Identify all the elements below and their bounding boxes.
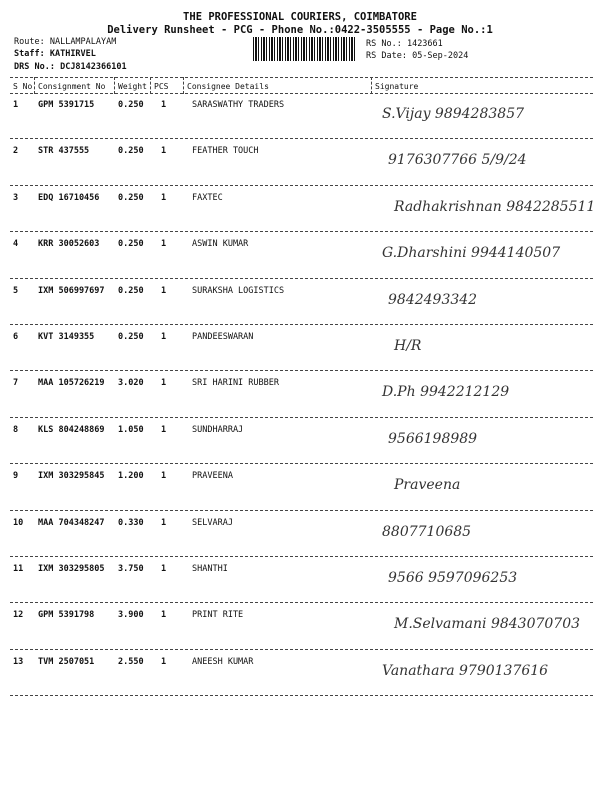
signature-handwriting: 9842493342 <box>388 291 478 308</box>
consignment-cell: TVM 2507051 <box>38 656 95 667</box>
signature-handwriting: M.Selvamani 9843070703 <box>394 616 581 633</box>
row-divider <box>10 463 593 464</box>
drs-line <box>14 62 127 72</box>
route-line <box>14 37 116 47</box>
pcs-cell: 1 <box>161 471 167 482</box>
weight-cell: 3.750 <box>118 564 144 574</box>
drs-value: DCJ8142366101 <box>60 62 127 72</box>
pcs-cell: 1 <box>161 146 167 157</box>
consignee-cell: SELVARAJ <box>192 517 233 528</box>
consignment-cell: KLS 804248869 <box>38 424 105 435</box>
runsheet-title: THE PROFESSIONAL COURIERS, COIMBATORE <box>183 11 417 23</box>
consignment-cell: EDQ 16710456 <box>38 192 100 203</box>
sno-cell: 5 <box>13 285 19 296</box>
rs-date-label: RS Date: <box>366 51 407 61</box>
row-divider <box>10 510 593 511</box>
sno-cell: 3 <box>13 192 19 203</box>
signature-handwriting: Praveena <box>394 477 461 494</box>
consignee-cell: SURAKSHA LOGISTICS <box>192 285 285 296</box>
signature-handwriting: D.Ph 9942212129 <box>382 384 510 401</box>
row-divider <box>10 695 593 696</box>
signature-handwriting: 9176307766 5/9/24 <box>388 152 527 169</box>
col-header-weight: Weight <box>118 82 147 91</box>
weight-cell: 0.250 <box>118 239 144 250</box>
col-header-consignment: Consignment No <box>38 82 106 91</box>
row-divider <box>10 556 593 557</box>
weight-cell: 1.200 <box>118 471 144 482</box>
consignment-cell: IXM 303295805 <box>38 564 105 574</box>
consignee-cell: FAXTEC <box>192 192 223 203</box>
row-divider <box>10 231 593 232</box>
row-divider <box>10 370 593 371</box>
consignment-cell: MAA 704348247 <box>38 517 105 528</box>
weight-cell: 1.050 <box>118 424 144 435</box>
consignment-cell: KRR 30052603 <box>38 239 100 250</box>
route-value: NALLAMPALAYAM <box>49 37 117 47</box>
row-divider <box>10 185 593 186</box>
col-header-consignee: Consignee Details <box>187 82 269 91</box>
sno-cell: 1 <box>13 100 19 110</box>
sno-cell: 7 <box>13 378 19 389</box>
pcs-cell: 1 <box>161 424 167 435</box>
pcs-cell: 1 <box>161 285 167 296</box>
row-divider <box>10 649 593 650</box>
consignee-cell: PRAVEENA <box>192 471 233 482</box>
consignee-cell: PANDEESWARAN <box>192 332 254 342</box>
weight-cell: 0.250 <box>118 285 144 296</box>
weight-cell: 0.250 <box>118 146 144 157</box>
rs-no-line <box>366 39 443 49</box>
consignment-cell: STR 437555 <box>38 146 90 157</box>
signature-handwriting: G.Dharshini 9944140507 <box>382 245 561 262</box>
row-divider <box>10 602 593 603</box>
consignee-cell: FEATHER TOUCH <box>192 146 259 157</box>
rs-no-label: RS No.: <box>366 39 402 49</box>
sno-cell: 6 <box>13 332 19 342</box>
col-divider <box>34 77 35 94</box>
row-divider <box>10 278 593 279</box>
drs-label: DRS No.: <box>14 62 55 72</box>
signature-handwriting: 8807710685 <box>382 523 472 540</box>
sno-cell: 10 <box>13 517 24 528</box>
table-top-border <box>10 77 593 78</box>
consignment-cell: KVT 3149355 <box>38 332 95 342</box>
rs-no-value: 1423661 <box>406 39 443 49</box>
col-divider <box>371 77 372 94</box>
signature-handwriting: Radhakrishnan 9842285511 <box>394 198 596 215</box>
pcs-cell: 1 <box>161 192 167 203</box>
weight-cell: 2.550 <box>118 656 144 667</box>
route-label: Route: <box>14 37 45 47</box>
staff-line <box>14 49 96 59</box>
col-header-sno: S No <box>13 82 33 91</box>
sno-cell: 4 <box>13 239 19 250</box>
consignee-cell: SUNDHARRAJ <box>192 424 244 435</box>
pcs-cell: 1 <box>161 517 167 528</box>
row-divider <box>10 324 593 325</box>
row-divider <box>10 138 593 139</box>
staff-label: Staff: <box>14 49 45 59</box>
rs-date-line <box>366 51 468 61</box>
col-header-signature: Signature <box>375 82 419 91</box>
consignment-cell: IXM 506997697 <box>38 285 105 296</box>
weight-cell: 0.250 <box>118 192 144 203</box>
consignee-cell: SRI HARINI RUBBER <box>192 378 279 389</box>
signature-handwriting: 9566 9597096253 <box>388 570 518 586</box>
consignee-cell: ANEESH KUMAR <box>192 656 254 667</box>
weight-cell: 3.020 <box>118 378 144 389</box>
sno-cell: 13 <box>13 656 24 667</box>
weight-cell: 0.330 <box>118 517 144 528</box>
pcs-cell: 1 <box>161 239 167 250</box>
consignee-cell: SARASWATHY TRADERS <box>192 100 285 110</box>
rs-date-value: 05-Sep-2024 <box>412 51 469 61</box>
runsheet-subtitle: Delivery Runsheet - PCG - Phone No.:0422-3505555 - Page No.:1 <box>107 24 493 36</box>
signature-handwriting: 9566198989 <box>388 430 478 447</box>
pcs-cell: 1 <box>161 332 167 342</box>
signature-handwriting: S.Vijay 9894283857 <box>382 106 525 122</box>
col-divider <box>183 77 184 94</box>
weight-cell: 0.250 <box>118 100 144 110</box>
sno-cell: 12 <box>13 610 24 621</box>
col-divider <box>114 77 115 94</box>
pcs-cell: 1 <box>161 100 167 110</box>
pcs-cell: 1 <box>161 610 167 621</box>
staff-value: KATHIRVEL <box>49 49 96 59</box>
barcode <box>253 37 355 61</box>
signature-handwriting: H/R <box>394 338 422 354</box>
consignment-cell: MAA 105726219 <box>38 378 105 389</box>
consignee-cell: ASWIN KUMAR <box>192 239 249 250</box>
sno-cell: 8 <box>13 424 19 435</box>
consignment-cell: GPM 5391715 <box>38 100 95 110</box>
consignee-cell: PRINT RITE <box>192 610 244 621</box>
pcs-cell: 1 <box>161 378 167 389</box>
consignment-cell: GPM 5391798 <box>38 610 95 621</box>
pcs-cell: 1 <box>161 656 167 667</box>
header-bottom-border <box>10 93 593 94</box>
sno-cell: 9 <box>13 471 19 482</box>
row-divider <box>10 417 593 418</box>
col-divider <box>150 77 151 94</box>
consignee-cell: SHANTHI <box>192 564 228 574</box>
weight-cell: 3.900 <box>118 610 144 621</box>
pcs-cell: 1 <box>161 564 167 574</box>
consignment-cell: IXM 303295845 <box>38 471 105 482</box>
sno-cell: 2 <box>13 146 19 157</box>
sno-cell: 11 <box>13 564 24 574</box>
signature-handwriting: Vanathara 9790137616 <box>382 662 549 679</box>
weight-cell: 0.250 <box>118 332 144 342</box>
col-header-pcs: PCS <box>154 82 169 91</box>
